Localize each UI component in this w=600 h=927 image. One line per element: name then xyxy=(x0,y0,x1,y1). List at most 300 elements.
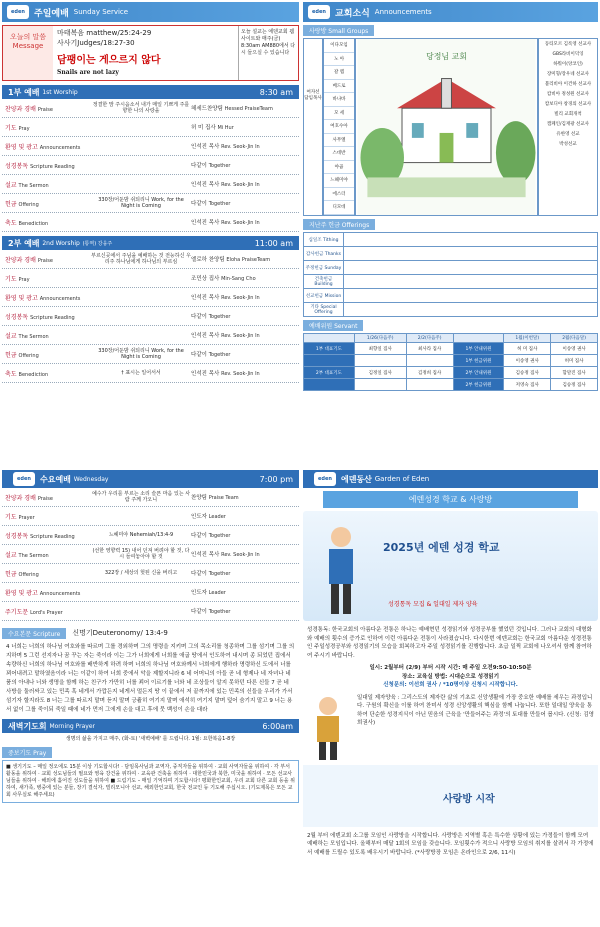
order-row xyxy=(2,175,299,194)
order-item-ko: 환영 및 광고 xyxy=(5,143,38,151)
sg-name: 베드로 xyxy=(324,80,354,94)
order-leader xyxy=(191,569,296,577)
sg-mission: GBS라비이덕잉 xyxy=(552,52,584,57)
order-leader-ko: 다같이 xyxy=(191,314,207,320)
message-label-en: Message xyxy=(12,42,44,50)
worship1-title: 1부 예배 xyxy=(8,87,40,97)
order-leader xyxy=(191,588,296,596)
order-leader-en: Hessed PraiseTeam xyxy=(224,106,273,112)
order-row xyxy=(2,545,299,564)
worship2-note: (통역) 강웅주 xyxy=(82,240,113,247)
order-item-en: Offering xyxy=(18,201,39,208)
sunday-title: 주일예배 xyxy=(34,8,69,19)
sg-names xyxy=(323,38,355,216)
order-item-ko: 환영 및 광고 xyxy=(5,589,38,597)
order-leader-en: Rev. Seok-Jin In xyxy=(221,220,260,226)
order-detail: (선한 영향력 15) 내어 던져 버려야 할 것, 다시 들여놓아야 할 것 xyxy=(92,548,190,560)
sg-mission: 하뭐이(앙코인) xyxy=(553,62,583,67)
order-detail: 322장 / 세상의 헛된 신을 버리고 xyxy=(104,570,178,576)
offering-amount xyxy=(344,247,598,261)
servant-cell: 허미 집사 xyxy=(551,355,598,367)
offering-row xyxy=(304,247,598,261)
order-leader-ko: 다같이 xyxy=(191,352,207,358)
sg-leader: 여자선 담임목사 xyxy=(303,38,323,216)
order-item-en: Benediction xyxy=(18,220,49,227)
order-item xyxy=(5,569,91,578)
worship2-en: 2nd Worship xyxy=(42,239,80,247)
order-leader-en: Praise Team xyxy=(208,495,239,501)
order-row xyxy=(2,250,299,269)
sarang-title: 사랑방 시작 xyxy=(443,793,495,805)
order-row xyxy=(2,307,299,326)
eden-title: 에덴동산 xyxy=(341,474,372,484)
order-leader-en: Eloha PraiseTeam xyxy=(226,257,271,263)
order-detail: 느헤미야 Nehemiah/13:4-9 xyxy=(108,532,174,538)
offering-amount xyxy=(344,275,598,289)
order-leader-ko: 헤세드찬양팀 xyxy=(191,106,223,112)
order-leader xyxy=(191,493,296,501)
servant-col-header xyxy=(304,334,355,343)
order-item-ko: 헌금 xyxy=(5,351,17,359)
sg-name: 여호수아 xyxy=(324,120,354,134)
servant-cell: 이송영 권사 xyxy=(504,355,551,367)
bible-school-banner xyxy=(303,511,598,621)
eden-logo-icon: eden xyxy=(314,472,336,486)
servant-col-header xyxy=(453,334,504,343)
order-leader-ko: 찬양팀 xyxy=(191,495,207,501)
eden-en: Garden of Eden xyxy=(374,475,430,483)
offering-type: 십일조 Tithing xyxy=(304,233,344,247)
info1: 일시: 2월부터 (2/9) 부터 시작 시간: 매 주일 오전9:50-10:50분 xyxy=(369,665,532,671)
scripture-row xyxy=(2,625,299,641)
bible-info xyxy=(303,662,598,692)
offering-row xyxy=(304,275,598,289)
morning-title: 새벽기도회 xyxy=(8,721,47,731)
servant-cell: 2부 안내위원 xyxy=(453,367,504,379)
order-item xyxy=(5,274,91,283)
para2: 일대일 제자양육 : 그리스도의 제자란 삶의 기초로 신앙생활에 가장 중요한 예배를 세우는 과정입니다. 구원의 확신을 이룰 하여 찬미서 성경 신앙생활의 핵심을 함께 나눕니다. 또한 일대일 양육을 통하여 단순한 성경지식이 아닌 믿음의 근육을 '만들어주는 과정'의 토대를 만들어 봅시다. (신청: 김영희권사) xyxy=(357,694,594,726)
teacher-icon xyxy=(303,692,353,762)
order-item-en: Pray xyxy=(18,125,30,132)
order-leader-ko: 다같이 xyxy=(191,201,207,207)
offering-amount xyxy=(344,289,598,303)
order-item xyxy=(5,369,91,378)
order-leader xyxy=(191,550,296,558)
servant-cell: 김승정 집사 xyxy=(504,367,551,379)
message-ref1: 마태복음 matthew/25:24-29 xyxy=(57,29,152,37)
order-leader xyxy=(191,531,296,539)
order-row xyxy=(2,326,299,345)
prayer-box: ■ 생기기도 – 매일 정오에도 15분 이상 기도합시다! · 담임목사님과 교역자, 중직자들을 위하여 · 교회 사역자들을 위하여 · 각 부서 활동을 위하여 · 교회 성도님들의 필요와 영육 강건을 위하여 · 교육관 건축을 위하여 · 대한민국과 북한, 미국을 위하여 · 모든 선교사님들을 위하여 · 해외에 흩어진 성도들을 위하여 ■ 드림기도 – 매일 기억하며 기도합시다! 평화한인교회, 우리 교회 다른 교회 등을 위하여, 새가족, 병중에 있는 분들, 장기 결석자, 빌리모니아 선교, 해외한인교회, 한국 전교인 등 기도해 주십시오. (기도제목은 모든 교회 사무실로 해주세요) xyxy=(2,760,299,803)
order-leader xyxy=(191,199,296,207)
order-leader-en: Rev. Seok-Jin In xyxy=(221,552,260,558)
order-leader-en: Min-Sang Cho xyxy=(221,276,256,282)
para1b: 초급 일찍 교회에 나오셔서 함께 참여하여 주시기 바랍니다. xyxy=(307,644,592,659)
order-item xyxy=(5,180,91,189)
eden-sub: 에덴성경 학교 & 사랑방 xyxy=(323,491,578,508)
scripture-text: 4 너희는 너희의 하나님 여호와를 따르며 그를 경외하며 그의 명령을 지키며 그의 목소리를 청종하며 그를 섬기며 그를 의지하며 5 그런 선지자나 꿈 꾸는 자는 죽이라 이는 그가 너희에게 너희를 애굽 땅에서 인도하여 내시며 종 되었던 집에서 속량하신 너희의 하나님 여호와를 배반하게 하려 하며 너희의 하나님 여호와께서 너희에게 행하라 명령하신 도에서 너를 꾀어내려고 말하였음이라 너는 이같이 하여 너희 중에서 악을 제할지니라 6 네 어머니의 아들 곧 네 형제나 네 자녀나 네 품의 아내나 너와 생명을 함께 하는 친구가 가만히 너를 꾀어 이르기를 너와 네 조상들이 알지 못하던 다른 신들 7 곧 네 사방을 둘러싸고 있는 민족 혹 네게서 가깝든지 네게서 멀든지 땅 이 끝에서 저 끝까지에 있는 민족의 신들을 우리가 가서 섬기자 할지라도 8 너는 그를 따르지 말며 듣지 말며 긍휼히 여기지 말며 애석히 여기지 말며 덮어 숨기지 말고 9 너는 용서 없이 그를 죽이되 죽일 때에 네가 먼저 그에게 손을 대고 후에 뭇 백성이 손을 대라 xyxy=(6,644,295,713)
message-label-ko: 오늘의 말씀 xyxy=(9,33,47,41)
order-item-ko: 설교 xyxy=(5,181,17,189)
worship2-title: 2부 예배 xyxy=(8,238,40,248)
servant-col-header: 1월(이번달) xyxy=(504,334,551,343)
order-row xyxy=(2,526,299,545)
offering-type: 선교헌금 Mission xyxy=(304,289,344,303)
order-leader xyxy=(191,512,296,520)
order-leader xyxy=(191,274,296,282)
order-leader xyxy=(191,142,296,150)
morning-note: 생명의 삶을 가지고 매주, (화-토) '새벽예배' 를 드립니다. 1월: 요한복음1-8장 xyxy=(65,736,236,742)
order-item xyxy=(5,161,91,170)
order-item-ko: 성경봉독 xyxy=(5,162,29,170)
small-groups-area xyxy=(303,38,598,216)
order-leader xyxy=(191,312,296,320)
order-item-en: Pray xyxy=(18,276,30,283)
order-row xyxy=(2,99,299,118)
order-leader-ko: 인석진 목사 xyxy=(191,333,220,339)
order-item-en: Offering xyxy=(18,352,39,359)
message-label xyxy=(3,26,53,80)
banner-title: 2025년 에덴 성경 학교 xyxy=(383,541,500,554)
sg-mission: 빌리 교회개척 xyxy=(554,112,582,117)
wednesday-title: 수요예배 xyxy=(40,474,71,484)
order-detail: † 표시는 일어서서 xyxy=(121,370,161,376)
servant-cell: 저영숙 집사 xyxy=(504,379,551,391)
para3: 2월 부터 에덴교회 소그룹 모임인 사랑방을 시작합니다. 사랑방은 지역별 혹은 특수한 상황에 있는 가정들이 함께 모여 예배하는 모임입니다. 올해부터 매달 1회의 모임을 갖습니다. 모임횟수가 적으니 사랑방 모임의 취지를 살려서 각 가정에서 예배를 드릴수 있도록 배우시기 바랍니다. (*사랑방장 모임은 온라인으로 2/6, 11시) xyxy=(307,832,594,856)
order-item-ko: 성경봉독 xyxy=(5,313,29,321)
prayer-label: 중보기도 Pray xyxy=(2,747,52,758)
order-item xyxy=(5,218,91,227)
servant-cell: 이송영 권사 xyxy=(551,343,598,355)
order-leader-ko: 인석진 목사 xyxy=(191,144,220,150)
order-leader xyxy=(191,369,296,377)
order-item-en: Praise xyxy=(37,495,53,502)
wednesday-order xyxy=(2,488,299,621)
sg-name: 갈 렙 xyxy=(324,66,354,80)
worship2-bar xyxy=(2,236,299,250)
order-leader xyxy=(191,293,296,301)
servant-cell: 1부 안내위원 xyxy=(453,343,504,355)
order-leader xyxy=(191,161,296,169)
morning-time: 6:00am xyxy=(262,721,293,731)
order-row xyxy=(2,156,299,175)
scripture-ref: 신명기Deuteronomy/ 13:4-9 xyxy=(72,629,168,637)
order-item-ko: 축도 xyxy=(5,219,17,227)
order-leader-en: Together xyxy=(208,609,231,615)
info2: 장소: 교육실 방법: 시대순으로 성경읽기 xyxy=(401,673,500,680)
order-leader-en: Rev. Seok-Jin In xyxy=(221,182,260,188)
sg-mission: 캄비아 정성원 선교사 xyxy=(547,92,589,97)
order-item-en: Offering xyxy=(18,571,39,578)
order-item-ko: 설교 xyxy=(5,332,17,340)
message-title: 담팽이는 게으르지 않다 xyxy=(57,55,161,66)
order-row xyxy=(2,602,299,621)
order-item xyxy=(5,142,91,151)
sg-name: 디모데 xyxy=(324,201,354,215)
order-item-ko: 주기도문 xyxy=(5,608,29,616)
servant-cell: 2부 대표기도 xyxy=(304,367,355,379)
eden-logo-icon: eden xyxy=(7,5,29,19)
scripture-label: 수요본문 Scripture xyxy=(2,628,66,639)
order-detail: 330장/어둔밤 쉬되리니 Work, for the Night is Coming xyxy=(98,197,184,209)
order-leader xyxy=(191,607,296,615)
morning-en: Morning Prayer xyxy=(49,722,95,730)
order-item-ko: 축도 xyxy=(5,370,17,378)
order-leader-en: Leader xyxy=(208,514,226,520)
order-row xyxy=(2,564,299,583)
servant-label: 예배위원 Servant xyxy=(303,320,363,331)
sg-name: 스데반 xyxy=(324,147,354,161)
order-leader-en: Together xyxy=(208,163,231,169)
order-leader xyxy=(191,180,296,188)
order-item xyxy=(5,293,91,302)
eden-logo-icon: eden xyxy=(13,472,35,486)
para1: 성경통독: 한국교회의 아름다운 전통은 하나는 예배현던 성경읽기와 성경공부를 했었던 것입니다. 그러나 교회의 대형화와 예배의 횟수의 증가로 인하여 이런 아름다운 전통이 사라졌습니다. 다시한번 에덴교회는 한국교회 아름다운 성경전통인 주일성경공부와 성경읽기의 모습을 회복하고자 주일 성경읽기를 진행합니다. xyxy=(307,627,592,650)
servant-cell xyxy=(304,355,355,367)
sg-mission: 동티모르 김록영 선교사 xyxy=(544,42,592,47)
order-leader xyxy=(191,218,296,226)
offerings-table xyxy=(303,232,598,317)
servant-cell: 최향일 집사 xyxy=(354,343,406,355)
order-detail: 예수가 우리를 부르는 소리 슬픈 마음 있는 사람 주께 가오니 xyxy=(91,491,191,503)
announce-title-en: Announcements xyxy=(374,8,432,16)
servant-cell xyxy=(406,355,453,367)
eden-logo-icon: eden xyxy=(308,5,330,19)
servant-row xyxy=(304,343,598,355)
order-item-en: Praise xyxy=(37,257,53,264)
servant-cell xyxy=(354,355,406,367)
order-item-en: The Sermon xyxy=(18,552,49,559)
order-leader-en: Together xyxy=(208,201,231,207)
message-ref2: 사사기Judges/18:27-30 xyxy=(57,39,135,47)
sg-name: 이다모임 xyxy=(324,39,354,53)
bible-reading-para xyxy=(303,624,598,662)
order-detail: 정결한 맘 주시옵소서 내가 매일 기쁘게 주를 향한 나의 사랑을 xyxy=(92,102,190,114)
order-item-en: Benediction xyxy=(18,371,49,378)
eden-section xyxy=(303,470,598,925)
order-item xyxy=(5,331,91,340)
offering-type: 건축헌금 Building xyxy=(304,275,344,289)
order-leader-ko: 인도자 xyxy=(191,590,207,596)
order-leader-en: Together xyxy=(208,533,231,539)
order-leader-en: Rev. Seok-Jin In xyxy=(221,333,260,339)
order-item xyxy=(5,512,91,521)
order-row xyxy=(2,137,299,156)
offering-type: 감사헌금 Thanks xyxy=(304,247,344,261)
servant-col-header: 2/2(다음주) xyxy=(406,334,453,343)
order-item-ko: 찬양과 경배 xyxy=(5,256,36,264)
order-leader-en: Mi Hur xyxy=(217,125,234,131)
order-item xyxy=(5,199,91,208)
order-row xyxy=(2,364,299,383)
morning-bar xyxy=(2,719,299,733)
order-leader-ko: 허 미 집사 xyxy=(191,125,216,131)
servant-cell: 2부 헌금위원 xyxy=(453,379,504,391)
worship1-bar xyxy=(2,85,299,99)
announcements-section xyxy=(303,2,598,457)
order-leader-ko: 인석진 목사 xyxy=(191,371,220,377)
order-item xyxy=(5,588,91,597)
order-item-ko: 헌금 xyxy=(5,200,17,208)
worship1-order xyxy=(2,99,299,232)
sg-mission: 장미형/장우네 선교사 xyxy=(546,72,590,77)
worship1-time: 8:30 am xyxy=(259,87,293,97)
sg-mission: 캄보디아 창경의 선교사 xyxy=(544,102,592,107)
sg-name: 사무엘 xyxy=(324,134,354,148)
order-leader-ko: 다같이 xyxy=(191,163,207,169)
offering-amount xyxy=(344,233,598,247)
offering-type: 주정헌금 Sunday xyxy=(304,261,344,275)
order-leader xyxy=(191,104,296,112)
offering-row xyxy=(304,289,598,303)
order-leader-ko: 조민상 집사 xyxy=(191,276,220,282)
order-row xyxy=(2,488,299,507)
sg-name: 느헤미야 xyxy=(324,174,354,188)
servant-cell: 1부 대표기도 xyxy=(304,343,355,355)
order-item-en: Announcements xyxy=(39,590,81,597)
servant-row xyxy=(304,355,598,367)
order-item-ko: 기도 xyxy=(5,275,17,283)
order-item-ko: 찬양과 경배 xyxy=(5,105,36,113)
order-item-en: Announcements xyxy=(39,295,81,302)
sg-missions xyxy=(538,38,598,216)
order-leader-en: Together xyxy=(208,352,231,358)
order-leader-ko: 다같이 xyxy=(191,533,207,539)
order-row xyxy=(2,583,299,602)
order-item-ko: 성경봉독 xyxy=(5,532,29,540)
sg-name: 에스더 xyxy=(324,188,354,202)
order-item-ko: 헌금 xyxy=(5,570,17,578)
servant-col-header: 1/26(다음주) xyxy=(354,334,406,343)
servant-cell: 함말진 집사 xyxy=(551,367,598,379)
order-item-en: Praise xyxy=(37,106,53,113)
offering-row xyxy=(304,261,598,275)
order-leader-ko: 인석진 목사 xyxy=(191,295,220,301)
banner-sub: 성경통독 모집 & 일대일 제자 양육 xyxy=(388,601,478,608)
order-leader-en: Together xyxy=(208,314,231,320)
order-item-en: Scripture Reading xyxy=(30,314,75,321)
order-leader-en: Leader xyxy=(208,590,226,596)
servant-cell: 김정일 집사 xyxy=(354,367,406,379)
photo-caption: 당정님 교회 xyxy=(426,51,467,61)
order-item xyxy=(5,104,91,113)
worship1-en: 1st Worship xyxy=(42,88,78,96)
order-item xyxy=(5,531,91,540)
worship2-time: 11:00 am xyxy=(254,238,293,248)
order-item-en: Lord's Prayer xyxy=(30,609,63,616)
servant-row xyxy=(304,379,598,391)
servant-cell xyxy=(406,379,453,391)
wednesday-bar xyxy=(2,470,299,488)
order-leader-ko: 인석진 목사 xyxy=(191,552,220,558)
order-leader-en: Together xyxy=(208,571,231,577)
sg-mission: 유한영 선교 xyxy=(556,132,580,137)
servant-table xyxy=(303,333,598,391)
offering-amount xyxy=(344,261,598,275)
servant-cell xyxy=(354,379,406,391)
order-row xyxy=(2,213,299,232)
order-item-ko: 설교 xyxy=(5,551,17,559)
order-item xyxy=(5,607,91,616)
offerings-label: 지난주 헌금 Offerings xyxy=(303,219,375,230)
announce-title: 교회소식 xyxy=(335,8,370,19)
sg-mission: 박성선교 xyxy=(559,142,577,147)
servant-cell: 허 미 집사 xyxy=(504,343,551,355)
message-title-en: Snails are not lazy xyxy=(57,69,119,76)
order-item-en: The Sermon xyxy=(18,333,49,340)
order-item-en: Prayer xyxy=(18,514,35,521)
sunday-title-en: Sunday Service xyxy=(73,8,129,16)
order-leader xyxy=(191,255,296,263)
eden-bar xyxy=(303,470,598,488)
offering-amount xyxy=(344,303,598,317)
order-detail: 330장/어둔밤 쉬되리니 Work, for the Night is Coming xyxy=(98,348,184,360)
servant-row xyxy=(304,367,598,379)
order-item-ko: 찬양과 경배 xyxy=(5,494,36,502)
order-row xyxy=(2,118,299,137)
order-row xyxy=(2,507,299,526)
servant-cell: 최사라 집사 xyxy=(406,343,453,355)
sg-mission: 불리비아 이건하 선교사 xyxy=(544,82,592,87)
order-item xyxy=(5,350,91,359)
order-item xyxy=(5,312,91,321)
sunday-service-section xyxy=(2,2,299,457)
info3: 신청문의: 이선희 권사 / *10명이상 신청시 시작합니다. xyxy=(383,682,518,688)
order-detail: 부르신곳에서 주님을 예배하는 것 전능하신 우리주 하나님에게 하나님의 부르심 xyxy=(91,253,191,265)
church-drawing-icon xyxy=(356,39,537,215)
discipleship-row xyxy=(303,692,598,762)
message-side-note: 오늘 설교는 에덴교회 웹사이트와 매주(금) 8:30am AM880에서 다시 들으실 수 있습니다 xyxy=(238,26,298,80)
sg-mission: 캠페인/김재광 선교사 xyxy=(546,122,590,127)
order-leader-en: Rev. Seok-Jin In xyxy=(221,295,260,301)
message-box xyxy=(2,25,299,81)
offering-row xyxy=(304,303,598,317)
order-leader xyxy=(191,350,296,358)
order-leader xyxy=(191,123,296,131)
order-item-ko: 기도 xyxy=(5,513,17,521)
order-item-ko: 환영 및 광고 xyxy=(5,294,38,302)
order-item-ko: 기도 xyxy=(5,124,17,132)
servant-col-header: 2월(다음달) xyxy=(551,334,598,343)
message-body xyxy=(53,26,238,80)
order-item xyxy=(5,123,91,132)
sg-name: 야곱 xyxy=(324,161,354,175)
order-leader xyxy=(191,331,296,339)
worship2-order xyxy=(2,250,299,383)
sg-name: 바나바 xyxy=(324,93,354,107)
sunday-header xyxy=(2,2,299,22)
order-item xyxy=(5,550,91,559)
order-leader-en: Rev. Seok-Jin In xyxy=(221,144,260,150)
order-item xyxy=(5,255,91,264)
sarang-banner xyxy=(303,765,598,827)
order-item-en: Scripture Reading xyxy=(30,163,75,170)
wednesday-section xyxy=(2,470,299,925)
order-row xyxy=(2,288,299,307)
order-row xyxy=(2,345,299,364)
order-row xyxy=(2,269,299,288)
servant-cell: 김승정 집사 xyxy=(551,379,598,391)
order-item-en: Announcements xyxy=(39,144,81,151)
announce-header xyxy=(303,2,598,22)
person-reading-icon xyxy=(311,519,371,619)
small-groups-label: 사랑방 Small Groups xyxy=(303,25,374,36)
order-leader-en: Rev. Seok-Jin In xyxy=(221,371,260,377)
order-item xyxy=(5,493,91,502)
sg-name: 노 아 xyxy=(324,53,354,67)
servant-cell: 김정희 집사 xyxy=(406,367,453,379)
servant-cell: 1부 헌금위원 xyxy=(453,355,504,367)
